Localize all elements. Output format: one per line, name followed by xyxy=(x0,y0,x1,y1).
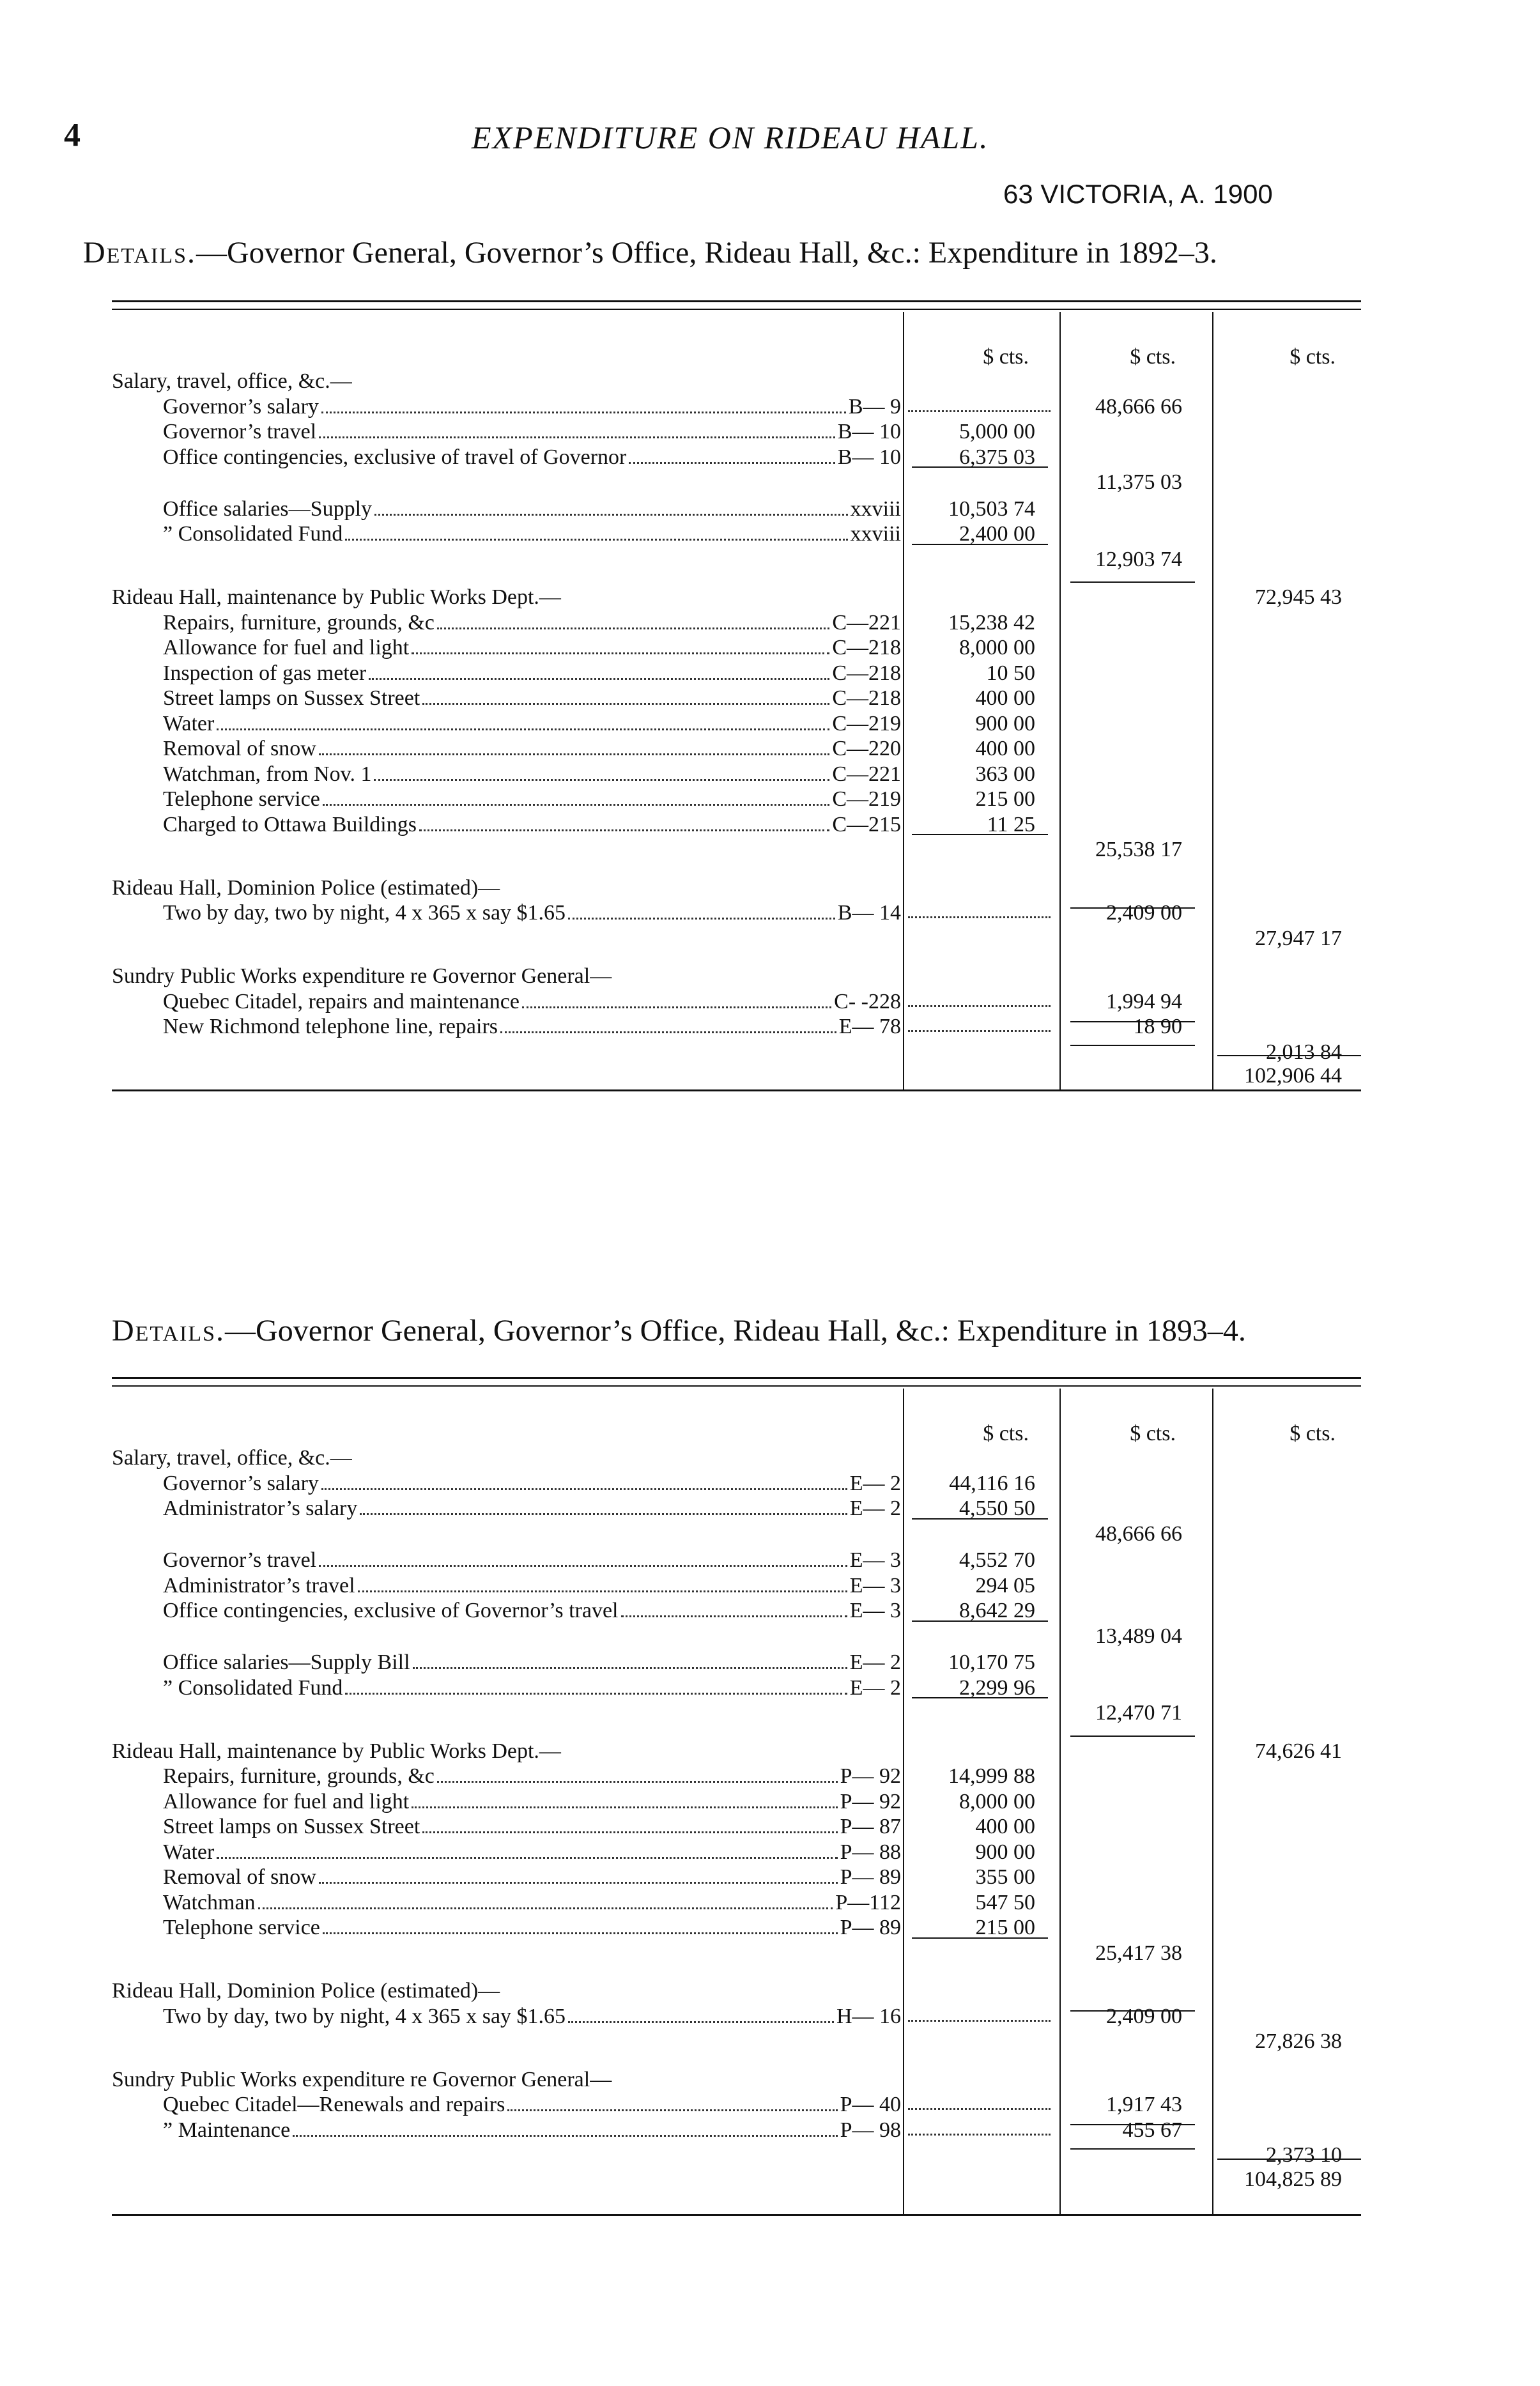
voucher-reference: xxviii xyxy=(850,522,901,546)
column-header: $ cts. xyxy=(1290,1422,1336,1445)
row-label xyxy=(163,990,901,1014)
amount: 355 00 xyxy=(975,1865,1035,1890)
row-label xyxy=(163,661,901,686)
voucher-reference: C—221 xyxy=(832,762,901,786)
subtotal-rule xyxy=(912,1937,1048,1939)
item-description: Repairs, furniture, grounds, &c xyxy=(163,610,435,635)
amount: 12,903 74 xyxy=(1095,547,1182,571)
amount: 12,470 71 xyxy=(1095,1701,1182,1725)
amount: 11 25 xyxy=(987,812,1035,836)
amount: 10,503 74 xyxy=(948,496,1035,521)
subtotal-rule xyxy=(912,1518,1048,1520)
amount: 400 00 xyxy=(975,1815,1035,1839)
leader-dots xyxy=(358,1590,847,1592)
subtotal-rule xyxy=(1070,2148,1195,2150)
row-label xyxy=(163,1015,901,1039)
amount: 6,375 03 xyxy=(959,445,1035,469)
voucher-reference: P—112 xyxy=(835,1890,901,1914)
row-label xyxy=(163,787,901,812)
heading-text: —Governor General, Governor’s Office, Rideau Hall, &c.: Expenditure in 1892–3. xyxy=(196,236,1217,270)
leader-dots xyxy=(629,462,835,464)
leader-dots xyxy=(374,779,829,781)
item-description: Governor’s salary xyxy=(163,1471,319,1495)
voucher-reference: E— 2 xyxy=(849,1471,901,1495)
voucher-reference: B— 9 xyxy=(848,394,901,419)
heading-prefix: Details. xyxy=(83,236,197,270)
amount: 5,000 00 xyxy=(959,420,1035,443)
leader-dots xyxy=(522,1006,831,1008)
amount: 8,642 29 xyxy=(959,1599,1035,1623)
item-description: Office contingencies, exclusive of travel of Governor xyxy=(163,445,627,469)
item-description: Rideau Hall, maintenance by Public Works Dept.— xyxy=(112,585,561,610)
item-description: Office salaries—Supply Bill xyxy=(163,1651,410,1675)
amount: 547 50 xyxy=(975,1890,1035,1914)
leader-dots xyxy=(422,1831,837,1833)
leader-dots xyxy=(908,2020,1051,2022)
amount: 363 00 xyxy=(975,762,1035,786)
leader-dots xyxy=(908,1005,1051,1007)
row-label xyxy=(163,395,901,419)
voucher-reference: C- -228 xyxy=(834,989,901,1013)
voucher-reference: H— 16 xyxy=(836,2004,901,2028)
amount: 400 00 xyxy=(975,737,1035,761)
leader-dots xyxy=(500,1031,836,1033)
leader-dots xyxy=(568,918,835,920)
leader-dots xyxy=(258,1907,833,1909)
row-label xyxy=(163,2118,901,2143)
column-header: $ cts. xyxy=(983,1422,1029,1445)
amount: 455 67 xyxy=(1122,2118,1182,2142)
row-label xyxy=(112,964,901,989)
row-label xyxy=(163,1497,901,1521)
amount: 294 05 xyxy=(975,1573,1035,1597)
leader-dots xyxy=(908,2108,1051,2110)
heading-prefix: Details. xyxy=(112,1314,226,1348)
bottom-rule xyxy=(112,1089,1361,1091)
item-description: Administrator’s salary xyxy=(163,1497,358,1520)
amount: 2,373 10 xyxy=(1266,2143,1342,2167)
expenditure-table-1893 xyxy=(112,1377,1361,2214)
subtotal-rule xyxy=(1070,581,1195,583)
column-header: $ cts. xyxy=(1290,345,1336,369)
leader-dots xyxy=(412,1806,837,1808)
row-label xyxy=(163,445,901,470)
row-label xyxy=(163,737,901,761)
subtotal-rule xyxy=(1070,1021,1195,1022)
item-description: Two by day, two by night, 4 x 365 x say $1.65 xyxy=(163,2004,566,2028)
amount: 25,538 17 xyxy=(1095,838,1182,862)
subtotal-rule xyxy=(1070,907,1195,909)
item-description: Water xyxy=(163,1840,215,1864)
amount: 900 00 xyxy=(975,711,1035,735)
voucher-reference: E— 78 xyxy=(838,1015,901,1039)
voucher-reference: E— 3 xyxy=(849,1548,901,1573)
row-label xyxy=(163,762,901,787)
amount: 27,826 38 xyxy=(1255,2029,1342,2054)
row-label xyxy=(163,420,901,444)
voucher-reference: P— 98 xyxy=(840,2118,901,2142)
voucher-reference: C—219 xyxy=(832,711,901,735)
amount: 8,000 00 xyxy=(959,1789,1035,1813)
leader-dots xyxy=(321,1488,847,1490)
row-label xyxy=(112,1739,901,1764)
top-double-rule xyxy=(112,1377,1361,1387)
amount: 2,013 84 xyxy=(1266,1040,1342,1064)
item-description: Watchman, from Nov. 1 xyxy=(163,762,372,786)
item-description: Administrator’s travel xyxy=(163,1573,355,1597)
item-description: Rideau Hall, maintenance by Public Works Dept.— xyxy=(112,1739,561,1763)
row-label xyxy=(112,876,901,900)
leader-dots xyxy=(319,1882,838,1884)
item-description: Street lamps on Sussex Street xyxy=(163,1815,420,1839)
item-description: Water xyxy=(163,711,215,735)
leader-dots xyxy=(437,627,829,629)
item-description: Telephone service xyxy=(163,1916,320,1940)
row-label xyxy=(163,2005,901,2029)
voucher-reference: C—220 xyxy=(832,737,901,761)
voucher-reference: P— 89 xyxy=(840,1865,901,1890)
row-label xyxy=(163,1815,901,1839)
voucher-reference: P— 88 xyxy=(840,1840,901,1864)
item-description: Charged to Ottawa Buildings xyxy=(163,812,417,836)
voucher-reference: E— 2 xyxy=(849,1497,901,1520)
item-description: Removal of snow xyxy=(163,737,316,761)
subtotal-rule xyxy=(1070,2124,1195,2125)
voucher-reference: E— 2 xyxy=(849,1675,901,1700)
leader-dots xyxy=(412,652,829,654)
section-heading-1892 xyxy=(83,235,1217,270)
row-label xyxy=(112,1979,901,2003)
item-description: Two by day, two by night, 4 x 365 x say $1.65 xyxy=(163,901,566,925)
amount: 4,550 50 xyxy=(959,1497,1035,1520)
voucher-reference: C—215 xyxy=(832,812,901,836)
voucher-reference: E— 3 xyxy=(849,1599,901,1623)
voucher-reference: B— 14 xyxy=(837,901,901,925)
subtotal-rule xyxy=(912,466,1048,468)
leader-dots xyxy=(621,1615,847,1617)
column-divider xyxy=(1059,1389,1061,2214)
leader-dots xyxy=(360,1513,847,1515)
row-label xyxy=(163,1891,901,1915)
leader-dots xyxy=(568,2021,834,2023)
amount: 74,626 41 xyxy=(1255,1739,1342,1763)
voucher-reference: C—219 xyxy=(832,787,901,812)
subtotal-rule xyxy=(1070,1736,1195,1737)
item-description: New Richmond telephone line, repairs xyxy=(163,1015,498,1039)
row-label xyxy=(163,1574,901,1598)
amount: 2,409 00 xyxy=(1106,901,1182,925)
total-rule xyxy=(1217,2159,1361,2160)
item-description: Removal of snow xyxy=(163,1865,316,1890)
running-title: EXPENDITURE ON RIDEAU HALL. xyxy=(472,119,989,155)
row-label xyxy=(163,712,901,736)
amount: 215 00 xyxy=(975,1916,1035,1940)
row-label xyxy=(163,1764,901,1789)
item-description: Quebec Citadel, repairs and maintenance xyxy=(163,989,520,1013)
item-description: Salary, travel, office, &c.— xyxy=(112,1446,352,1470)
voucher-reference: C—218 xyxy=(832,661,901,685)
item-description: Street lamps on Sussex Street xyxy=(163,686,420,711)
item-description: Telephone service xyxy=(163,787,320,812)
item-description: Allowance for fuel and light xyxy=(163,636,410,660)
amount: 400 00 xyxy=(975,686,1035,711)
voucher-reference: P— 89 xyxy=(840,1916,901,1940)
amount: 4,552 70 xyxy=(959,1548,1035,1573)
subtotal-rule xyxy=(1070,1045,1195,1046)
leader-dots xyxy=(323,1932,838,1934)
column-divider xyxy=(1212,312,1213,1089)
section-heading-1893 xyxy=(112,1313,1246,1348)
amount: 13,489 04 xyxy=(1095,1624,1182,1648)
voucher-reference: P— 40 xyxy=(840,2093,901,2117)
voucher-reference: B— 10 xyxy=(837,445,901,469)
leader-dots xyxy=(507,2109,837,2111)
row-label xyxy=(163,1840,901,1865)
amount: 15,238 42 xyxy=(948,610,1035,635)
amount: 102,906 44 xyxy=(1244,1064,1342,1088)
heading-text: —Governor General, Governor’s Office, Rideau Hall, &c.: Expenditure in 1893–4. xyxy=(225,1314,1246,1348)
subtotal-rule xyxy=(1070,2010,1195,2012)
leader-dots xyxy=(374,514,848,516)
column-divider xyxy=(1059,312,1061,1089)
item-description: Governor’s travel xyxy=(163,1548,317,1573)
subtotal-rule xyxy=(912,1620,1048,1622)
column-divider xyxy=(903,312,904,1089)
session-label: 63 VICTORIA, A. 1900 xyxy=(1003,179,1273,209)
amount: 10,170 75 xyxy=(948,1651,1035,1675)
row-label xyxy=(112,2068,901,2092)
leader-dots xyxy=(422,703,829,705)
item-description: Rideau Hall, Dominion Police (estimated)— xyxy=(112,875,500,900)
row-label xyxy=(112,585,901,610)
amount: 10 50 xyxy=(986,661,1035,685)
leader-dots xyxy=(345,1693,847,1695)
item-description: Watchman xyxy=(163,1890,256,1914)
voucher-reference: C—218 xyxy=(832,636,901,660)
row-label xyxy=(163,1472,901,1496)
item-description: Sundry Public Works expenditure re Governor General— xyxy=(112,2067,612,2091)
leader-dots xyxy=(323,804,829,806)
leader-dots xyxy=(413,1667,847,1669)
row-label xyxy=(163,636,901,660)
row-label xyxy=(163,1676,901,1700)
voucher-reference: E— 2 xyxy=(849,1651,901,1675)
voucher-reference: P— 92 xyxy=(840,1764,901,1789)
leader-dots xyxy=(217,1857,837,1859)
item-description: Salary, travel, office, &c.— xyxy=(112,369,352,393)
row-label xyxy=(163,1651,901,1675)
item-description: Repairs, furniture, grounds, &c xyxy=(163,1764,435,1789)
amount: 104,825 89 xyxy=(1244,2167,1342,2191)
leader-dots xyxy=(908,916,1051,918)
voucher-reference: xxviii xyxy=(850,496,901,521)
leader-dots xyxy=(369,678,829,680)
leader-dots xyxy=(321,412,846,413)
row-label xyxy=(163,497,901,521)
item-description: Governor’s salary xyxy=(163,394,319,419)
leader-dots xyxy=(293,2135,837,2137)
row-label xyxy=(112,1446,901,1470)
item-description: Office contingencies, exclusive of Governor’s travel xyxy=(163,1599,619,1623)
expenditure-table-1892 xyxy=(112,300,1361,1089)
item-description: ” Consolidated Fund xyxy=(163,522,343,546)
row-label xyxy=(163,611,901,635)
leader-dots xyxy=(319,753,829,755)
row-label xyxy=(112,369,901,394)
leader-dots xyxy=(908,2134,1051,2136)
amount: 2,299 96 xyxy=(959,1675,1035,1700)
leader-dots xyxy=(217,728,829,730)
leader-dots xyxy=(319,436,835,438)
amount: 72,945 43 xyxy=(1255,585,1342,610)
top-double-rule xyxy=(112,300,1361,310)
column-divider xyxy=(1212,1389,1213,2214)
item-description: Allowance for fuel and light xyxy=(163,1789,410,1813)
item-description: Governor’s travel xyxy=(163,420,317,443)
amount: 44,116 16 xyxy=(949,1471,1035,1495)
amount: 215 00 xyxy=(975,787,1035,812)
voucher-reference: E— 3 xyxy=(849,1573,901,1597)
leader-dots xyxy=(319,1565,847,1567)
column-divider xyxy=(903,1389,904,2214)
row-label xyxy=(163,901,901,925)
leader-dots xyxy=(908,1030,1051,1032)
total-rule xyxy=(1217,1055,1361,1056)
amount: 48,666 66 xyxy=(1095,1521,1182,1546)
subtotal-rule xyxy=(912,834,1048,835)
item-description: ” Consolidated Fund xyxy=(163,1675,343,1700)
amount: 48,666 66 xyxy=(1095,394,1182,419)
column-header: $ cts. xyxy=(1130,345,1176,369)
amount: 900 00 xyxy=(975,1840,1035,1864)
leader-dots xyxy=(345,539,847,541)
amount: 1,917 43 xyxy=(1106,2093,1182,2117)
page-number: 4 xyxy=(64,117,81,153)
column-header: $ cts. xyxy=(983,345,1029,369)
subtotal-rule xyxy=(912,544,1048,545)
row-label xyxy=(163,686,901,711)
item-description: Quebec Citadel—Renewals and repairs xyxy=(163,2093,505,2117)
amount: 14,999 88 xyxy=(948,1764,1035,1789)
voucher-reference: P— 92 xyxy=(840,1789,901,1813)
subtotal-rule xyxy=(912,1697,1048,1698)
row-label xyxy=(163,2093,901,2117)
amount: 2,400 00 xyxy=(959,522,1035,546)
amount: 25,417 38 xyxy=(1095,1941,1182,1965)
amount: 27,947 17 xyxy=(1255,926,1342,950)
row-label xyxy=(163,522,901,546)
column-header: $ cts. xyxy=(1130,1422,1176,1445)
leader-dots xyxy=(908,410,1051,412)
amount: 11,375 03 xyxy=(1096,470,1182,494)
leader-dots xyxy=(419,829,829,831)
item-description: Sundry Public Works expenditure re Governor General— xyxy=(112,964,612,989)
row-label xyxy=(163,1790,901,1814)
row-label xyxy=(163,1599,901,1623)
row-label xyxy=(163,1865,901,1890)
item-description: Office salaries—Supply xyxy=(163,496,373,521)
leader-dots xyxy=(437,1781,838,1783)
voucher-reference: B— 10 xyxy=(837,420,901,443)
row-label xyxy=(163,813,901,837)
amount: 1,994 94 xyxy=(1106,989,1182,1013)
item-description: Inspection of gas meter xyxy=(163,661,367,685)
bottom-rule xyxy=(112,2214,1361,2216)
voucher-reference: C—221 xyxy=(832,610,901,635)
amount: 18 90 xyxy=(1133,1015,1182,1039)
item-description: Rideau Hall, Dominion Police (estimated)— xyxy=(112,1979,500,2003)
voucher-reference: P— 87 xyxy=(840,1815,901,1839)
item-description: ” Maintenance xyxy=(163,2118,291,2142)
amount: 8,000 00 xyxy=(959,636,1035,660)
amount: 2,409 00 xyxy=(1106,2004,1182,2028)
voucher-reference: C—218 xyxy=(832,686,901,711)
row-label xyxy=(163,1548,901,1573)
row-label xyxy=(163,1916,901,1940)
